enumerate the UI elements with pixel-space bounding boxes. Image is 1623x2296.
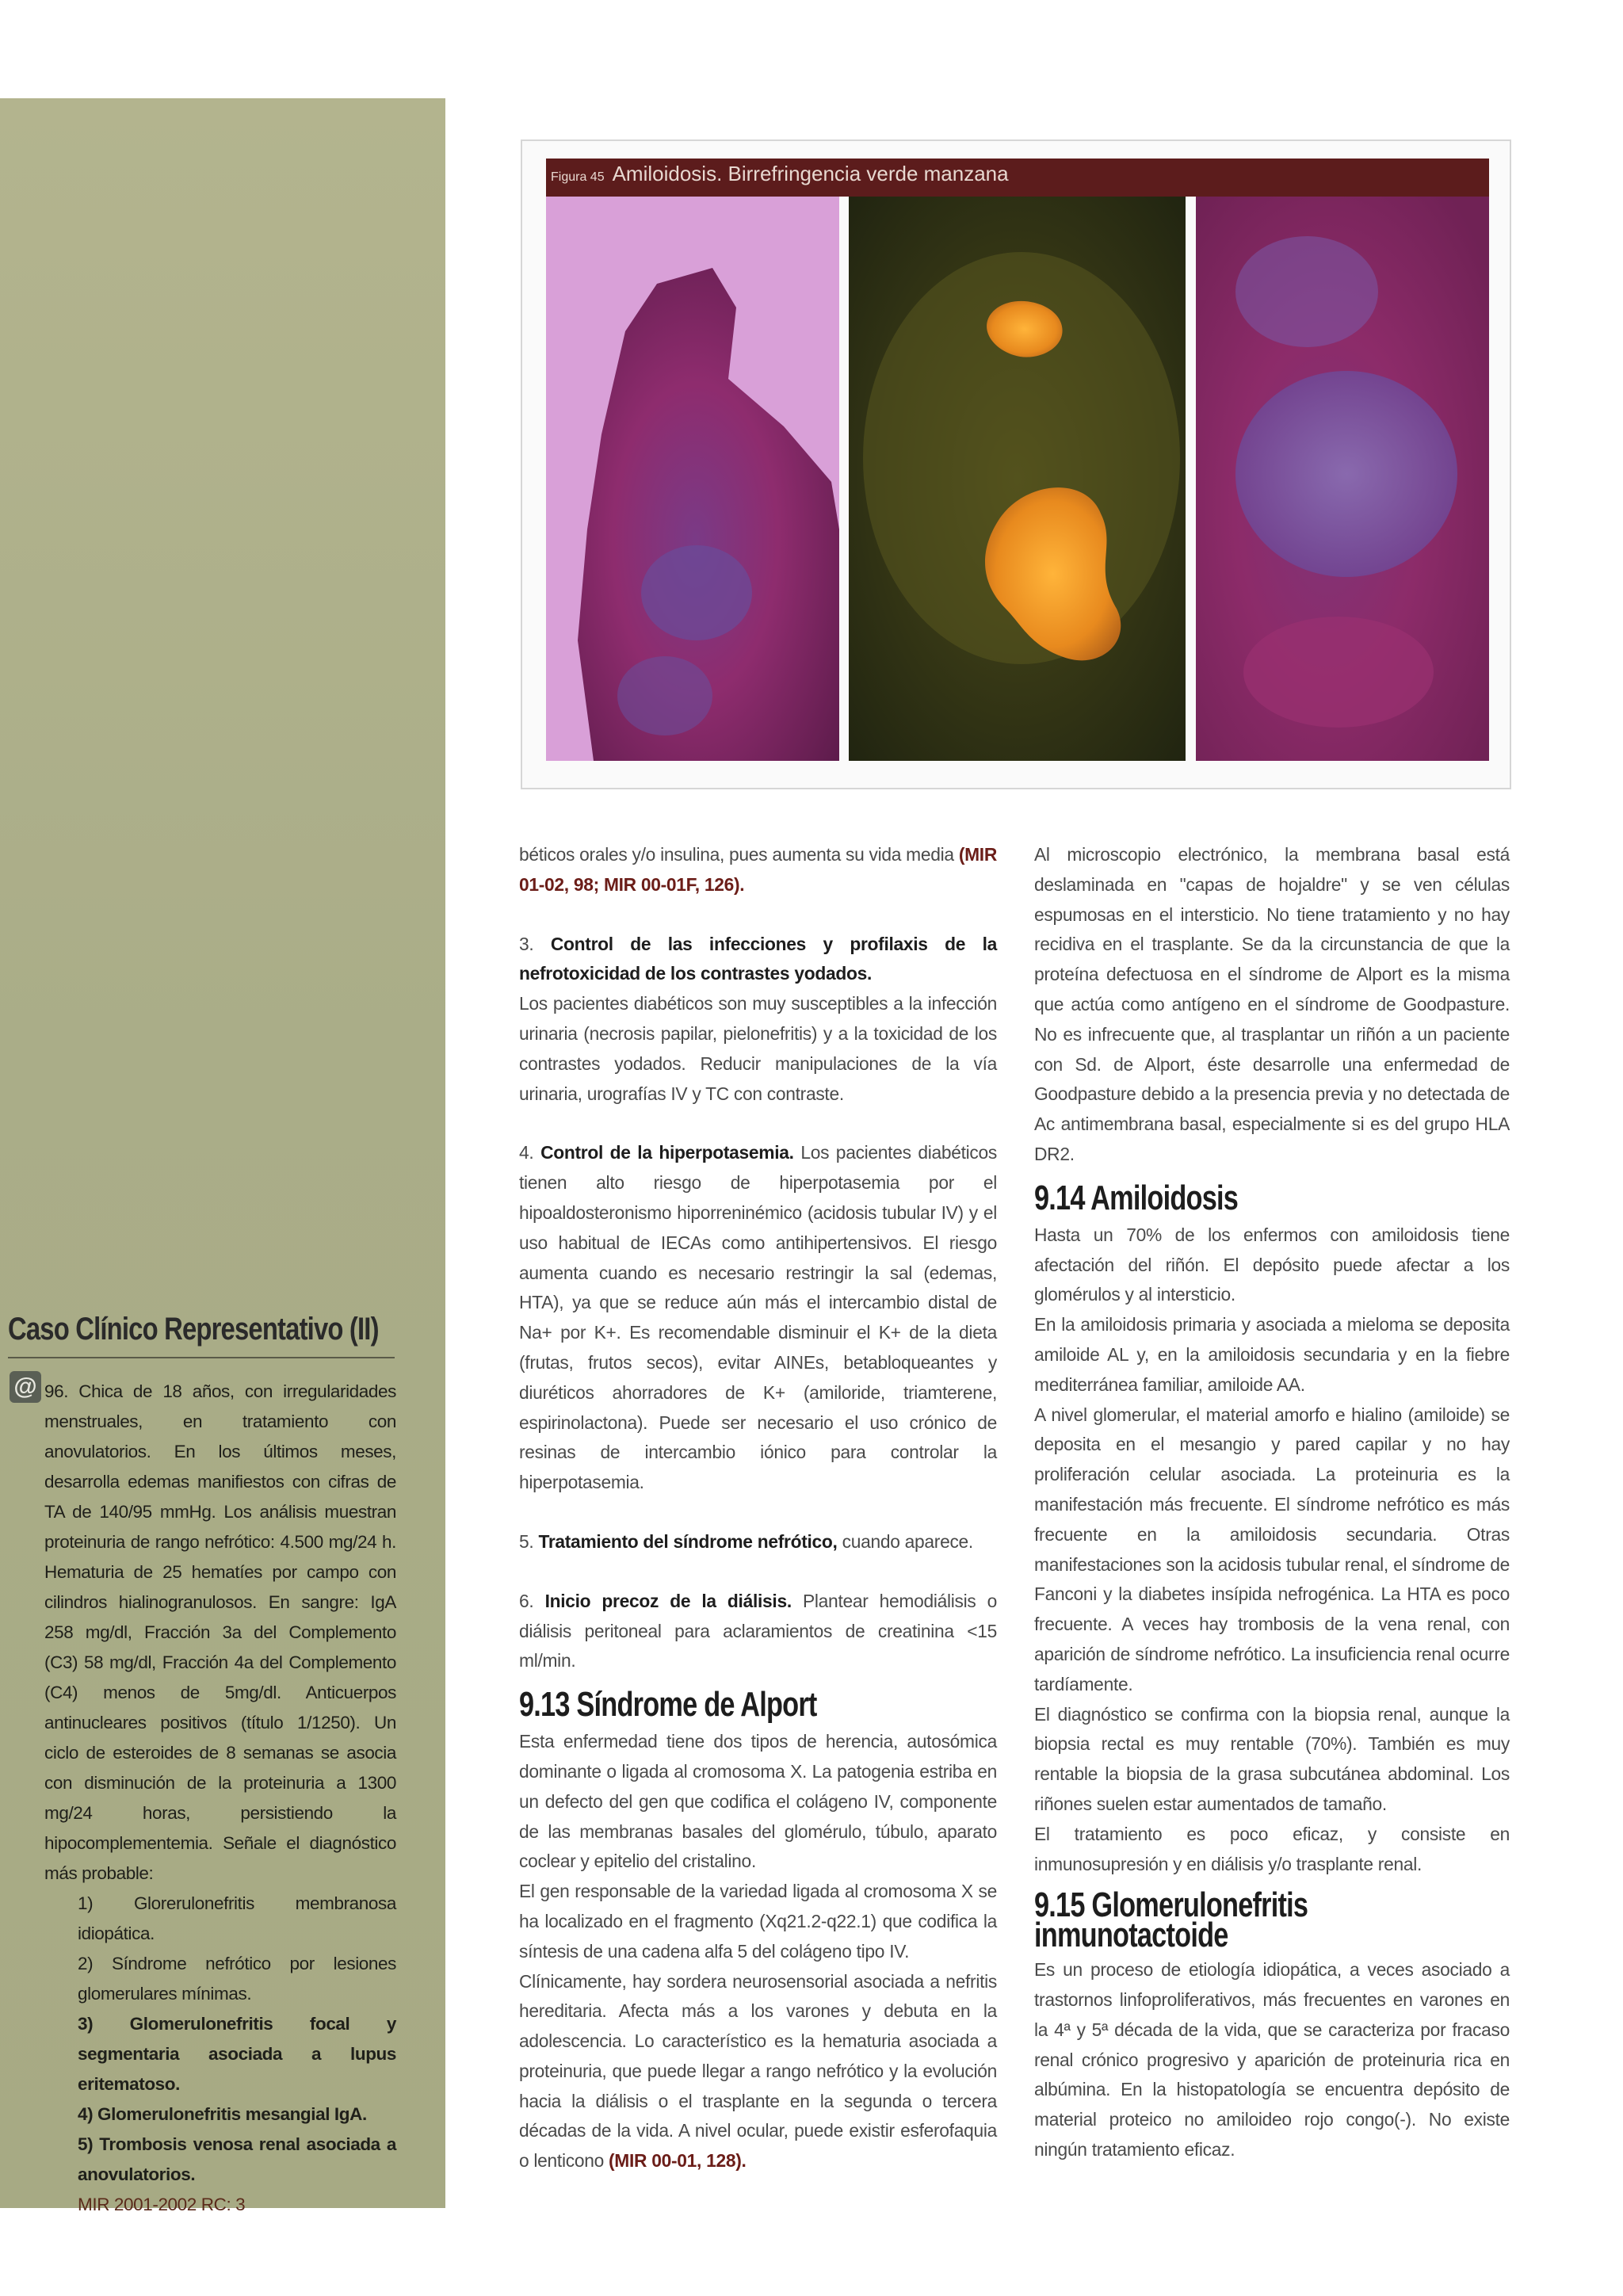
paragraph-text: Clínicamente, hay sordera neurosensorial asociada a nefritis hereditaria. Afecta más a los varones y debuta en la adolescencia. Lo característico es la hematuria asociada a proteinuria, que puede llegar a rango nefrótico y la evolución hacia la diálisis o el trasplante en la segunda o tercera décadas de la vida. A nivel ocular, puede existir esferofaquia o lenticono	[519, 1970, 997, 2172]
figure-amiloidosis	[521, 139, 1511, 789]
paragraph: El diagnóstico se confirma con la biopsia renal, aunque la biopsia rectal es muy rentable (70%). También es muy rentable la biopsia de la grasa subcutánea abdominal. Los riñones suelen estar aumentados de tamaño.	[1034, 1703, 1510, 1814]
paragraph: En la amiloidosis primaria y asociada a mieloma se deposita amiloide AL y, en la amiloidosis secundaria y en la fiebre mediterránea familiar, amiloide AA.	[1034, 1314, 1510, 1395]
item-heading: Tratamiento del síndrome nefrótico,	[538, 1530, 838, 1552]
section-title-inmunotactoide	[1034, 1885, 1405, 1955]
item-number: 3.	[519, 933, 551, 954]
paragraph	[519, 1138, 997, 1498]
answer-option: 3) Glomerulonefritis focal y segmentaria asociada a lupus eritematoso.	[78, 2014, 396, 2094]
item-heading: Control de las infecciones y profilaxis de la nefrotoxicidad de los contrastes yodados.	[519, 933, 997, 984]
item-number: 4.	[519, 1142, 541, 1163]
paragraph-text: béticos orales y/o insulina, pues aumenta su vida media	[519, 844, 959, 865]
mir-reference: (MIR 01-02, 98; MIR 00-01F, 126).	[519, 844, 997, 895]
paragraph: Es un proceso de etiología idiopática, a veces asociado a trastornos linfoproliferativos, más frecuentes en varones en la 4ª y 5ª década de la vida, que se caracteriza por fracaso renal crónico progresivo y aparición de proteinuria rica en albúmina. En la histopatología se encuentra depósito de material proteico no amiloideo rojo congo(-). No existe ningún tratamiento eficaz.	[1034, 1959, 1510, 2160]
paragraph: Los pacientes diabéticos son muy susceptibles a la infección urinaria (necrosis papilar, pielonefritis) y a la toxicidad de los contrastes yodados. Reducir manipulaciones de la vía urinaria, urografías IV y TC con contraste.	[519, 993, 997, 1104]
section-title-line: 9.15 Glomerulonefritis	[1034, 1885, 1308, 1925]
answer-options	[41, 1889, 396, 2190]
case-question: 96. Chica de 18 años, con irregularidades menstruales, en tratamiento con anovulatorios. En los últimos meses, desarrolla edemas manifiestos con cifras de TA de 140/95 mmHg. Los análisis muestran proteinuria de rango nefrótico: 4.500 mg/24 h. Hematuria de 25 hematíes por campo con cilindros hialinogranulosos. En sangre: IgA 258 mg/dl, Fracción 3a del Complemento (C3) 58 mg/dl, Fracción 4a del Complemento (C4) menos de 5mg/dl. Anticuerpos antinucleares positivos (título 1/1250). Un ciclo de esteroides de 8 semanas se asocia con disminución de la proteinuria a 1300 mg/24 horas, persistiendo la hipocomplementemia. Señale el diagnóstico más probable:	[44, 1381, 396, 1883]
item-heading: Control de la hiperpotasemia.	[540, 1142, 794, 1163]
answer-option: 5) Trombosis venosa renal asociada a anovulatorios.	[78, 2134, 396, 2184]
paragraph-text: cuando aparece.	[837, 1530, 973, 1552]
mir-reference: MIR 2001-2002 RC: 3	[78, 2195, 246, 2214]
item-number: 5.	[519, 1530, 539, 1552]
paragraph	[519, 1527, 997, 1557]
paragraph: A nivel glomerular, el material amorfo e hialino (amiloide) se deposita en el mesangio y pared capilar y no hay proliferación celular asociada. La proteinuria es la manifestación más frecuente. El síndrome nefrótico es más frecuente en la amiloidosis secundaria. Otras manifestaciones son la acidosis tubular renal, el síndrome de Fanconi y la diabetes insípida nefrogénica. La HTA es poco frecuente. A veces hay trombosis de la vena renal, con aparición de síndrome nefrótico. La insuficiencia renal ocurre tardíamente.	[1034, 1404, 1510, 1694]
answer-option: 1) Glorerulonefritis membranosa idiopática.	[78, 1893, 396, 1943]
histology-panels	[546, 197, 1489, 761]
panel-left	[546, 197, 839, 761]
paragraph: Esta enfermedad tiene dos tipos de herencia, autosómica dominante o ligada al cromosoma X. La patogenia estriba en un defecto del gen que codifica el colágeno IV, componente de las membranas basales del glomérulo, túbulo, aparato coclear y epitelio del cristalino.	[519, 1731, 997, 1872]
paragraph: Hasta un 70% de los enfermos con amiloidosis tiene afectación del riñón. El depósito puede afectar a los glomérulos y al intersticio.	[1034, 1224, 1510, 1305]
figure-number: Figura 45	[551, 170, 605, 184]
paragraph: El gen responsable de la variedad ligada al cromosoma X se ha localizado en el fragmento (Xq21.2-q22.1) que codifica la síntesis de una cadena alfa 5 del colágeno tipo IV.	[519, 1881, 997, 1962]
answer-option: 2) Síndrome nefrótico por lesiones glomerulares mínimas.	[78, 1954, 396, 2004]
figure-title: Amiloidosis. Birrefringencia verde manzana	[612, 162, 1009, 185]
at-icon: @	[10, 1371, 41, 1403]
mir-reference: (MIR 00-01, 128).	[609, 2150, 747, 2172]
case-question-block	[41, 1377, 396, 2220]
panel-right	[1196, 197, 1489, 761]
paragraph	[519, 930, 997, 990]
paragraph	[519, 840, 997, 900]
paragraph-text: Los pacientes diabéticos tienen alto riesgo de hiperpotasemia por el hipoaldosteronismo hiporreninémico (acidosis tubular IV) y el uso habitual de IECAs como antihipertensivos. El riesgo aumenta cuando es necesario restringir la sal (edemas, HTA), ya que se reduce aún más el intercambio distal de Na+ por K+. Es recomendable disminuir el K+ de la dieta (frutas, frutos secos), evitar AINEs, betabloqueantes y diuréticos ahorradores de K+ (amiloride, triamterene, espirinolactona). Puede ser necesario el uso crónico de resinas de intercambio iónico para controlar la hiperpotasemia.	[519, 1142, 997, 1493]
figure-caption	[551, 162, 1009, 186]
paragraph	[519, 1967, 997, 2177]
section-title-amiloidosis: 9.14 Amiloidosis	[1034, 1178, 1239, 1217]
item-number: 6.	[519, 1590, 545, 1611]
section-title-line: inmunotactoide	[1034, 1916, 1228, 1955]
column-right	[1034, 840, 1510, 2165]
paragraph-text: Plantear hemodiálisis o diálisis peritoneal para aclaramientos de creatinina <15 ml/min.	[519, 1590, 998, 1671]
paragraph: Al microscopio electrónico, la membrana basal está deslaminada en "capas de hojaldre" y se ven células espumosas en el intersticio. No tiene tratamiento y no hay recidiva en el trasplante. Se da la circunstancia de que la proteína defectuosa en el síndrome de Alport es la misma que actúa como antígeno en el síndrome de Goodpasture. No es infrecuente que, al trasplantar un riñón a un paciente con Sd. de Alport, éste desarrolle una enfermedad de Goodpasture debido a la presencia previa y no detectada de Ac antimembrana basal, especialmente si es del grupo HLA DR2.	[1034, 844, 1510, 1164]
column-middle	[519, 840, 997, 2176]
item-heading: Inicio precoz de la diálisis.	[544, 1590, 792, 1611]
paragraph	[519, 1587, 997, 1676]
case-divider	[8, 1357, 395, 1358]
histology-image	[546, 197, 1489, 761]
section-title-alport: 9.13 Síndrome de Alport	[519, 1685, 817, 1725]
case-title: Caso Clínico Representativo (II)	[8, 1312, 379, 1347]
panel-middle	[849, 197, 1186, 761]
answer-option: 4) Glomerulonefritis mesangial IgA.	[78, 2104, 367, 2124]
paragraph: El tratamiento es poco eficaz, y consiste en inmunosupresión y en diálisis y/o trasplante renal.	[1034, 1823, 1510, 1874]
